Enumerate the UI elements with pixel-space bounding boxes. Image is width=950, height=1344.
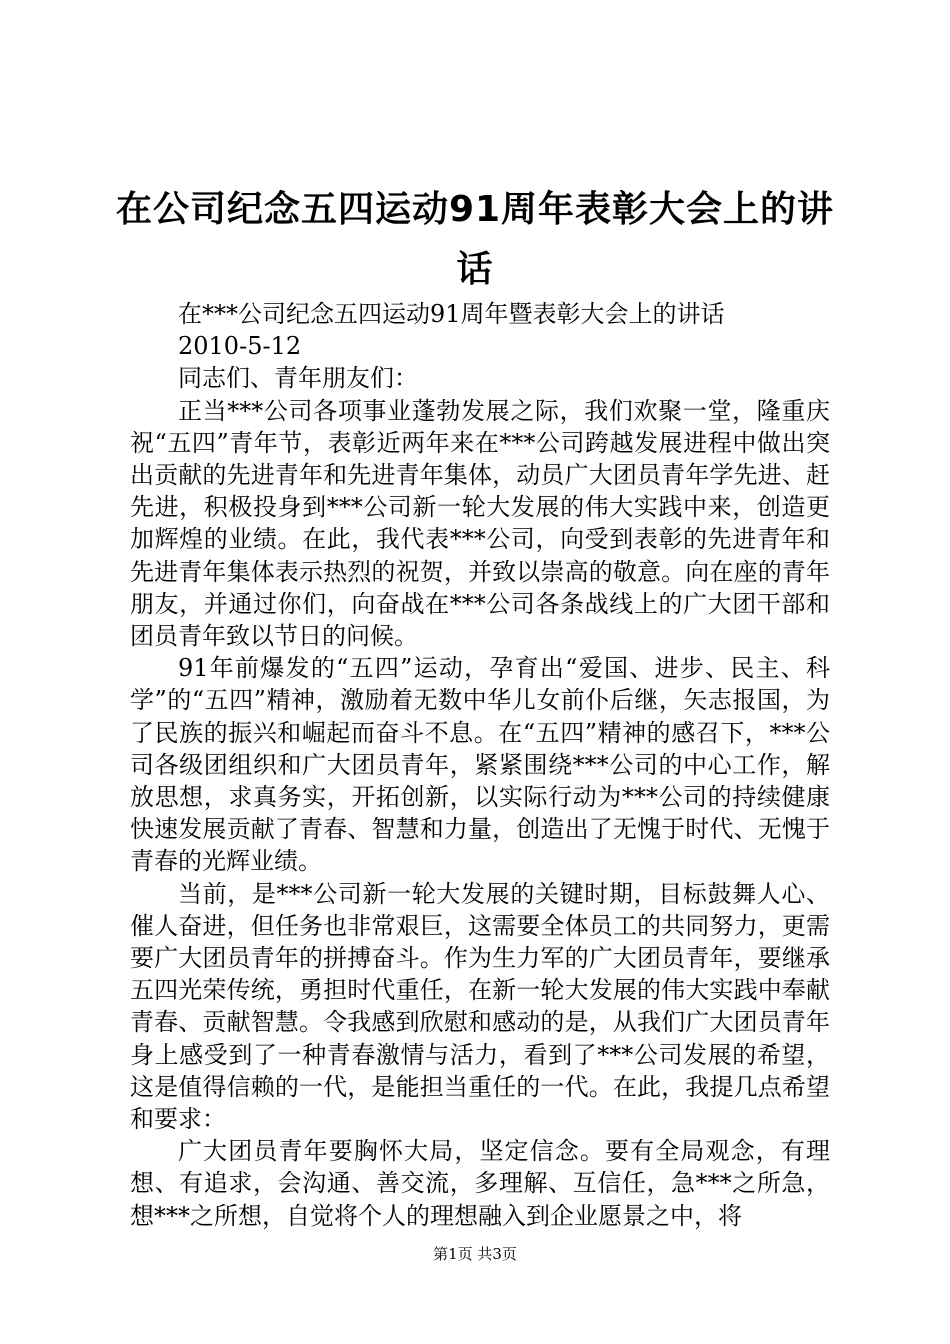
body-paragraph: 当前，是***公司新一轮大发展的关键时期，目标鼓舞人心、催人奋进，但任务也非常艰巨，这需要全体员工的共同努力，更需要广大团员青年的拼搏奋斗。作为生力军的广大团员青年，要继承五四光荣传统，勇担时代重任，在新一轮大发展的伟大实践中奉献青春、贡献智慧。令我感到欣慰和感动的是，从我们广大团员青年身上感受到了一种青春激情与活力，看到了***公司发展的希望，这是值得信赖的一代，是能担当重任的一代。在此，我提几点希望和要求： [130, 879, 830, 1134]
body-paragraph: 广大团员青年要胸怀大局，坚定信念。要有全局观念，有理想、有追求，会沟通、善交流，多理解、互信任，急***之所急，想***之所想，自觉将个人的理想融入到企业愿景之中，将 [130, 1137, 830, 1230]
document-body [130, 298, 830, 1232]
document-title: 在公司纪念五四运动91周年表彰大会上的讲话 [115, 189, 835, 290]
page-footer: 第1页 共3页 [433, 1245, 517, 1263]
speech-salutation: 同志们、青年朋友们： [178, 364, 418, 393]
speech-subtitle: 在***公司纪念五四运动91周年暨表彰大会上的讲话 [178, 300, 725, 328]
body-paragraph: 正当***公司各项事业蓬勃发展之际，我们欢聚一堂，隆重庆祝“五四”青年节，表彰近两年来在***公司跨越发展进程中做出突出贡献的先进青年和先进青年集体，动员广大团员青年学先进、赶先进，积极投身到***公司新一轮大发展的伟大实践中来，创造更加辉煌的业绩。在此，我代表***公司，向受到表彰的先进青年和先进青年集体表示热烈的祝贺，并致以崇高的敬意。向在座的青年朋友，并通过你们，向奋战在***公司各条战线上的广大团干部和团员青年致以节日的问候。 [130, 396, 830, 651]
body-paragraph: 91年前爆发的“五四”运动，孕育出“爱国、进步、民主、科学”的“五四”精神，激励着无数中华儿女前仆后继，矢志报国，为了民族的振兴和崛起而奋斗不息。在“五四”精神的感召下，***公司各级团组织和广大团员青年，紧紧围绕***公司的中心工作，解放思想，求真务实，开拓创新，以实际行动为***公司的持续健康快速发展贡献了青春、智慧和力量，创造出了无愧于时代、无愧于青春的光辉业绩。 [130, 654, 830, 876]
speech-date: 2010-5-12 [178, 332, 302, 361]
